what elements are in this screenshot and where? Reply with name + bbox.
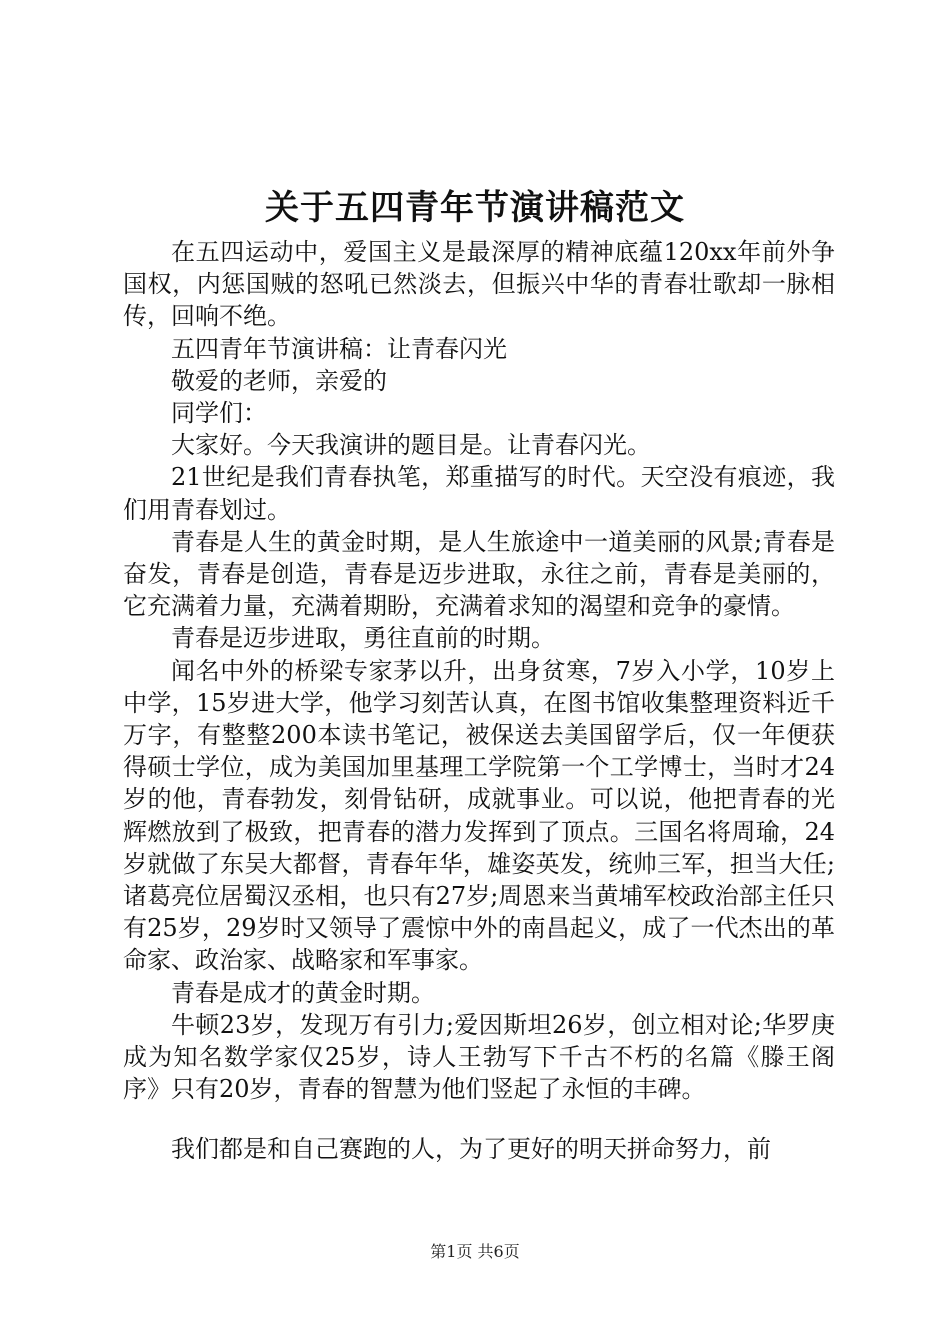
document-body	[123, 236, 835, 1166]
document-title: 关于五四青年节演讲稿范文	[265, 188, 685, 228]
paragraph: 青春是成才的黄金时期。	[171, 978, 435, 1007]
paragraph: 同学们：	[171, 399, 267, 428]
page-footer	[0, 1242, 950, 1262]
paragraph: 在五四运动中，爱国主义是最深厚的精神底蕴120xx年前外争国权，内惩国贼的怒吼已然淡去，但振兴中华的青春壮歌却一脉相传，回响不绝。	[123, 238, 835, 331]
paragraph: 大家好。今天我演讲的题目是。让青春闪光。	[171, 431, 651, 460]
paragraph: 五四青年节演讲稿：让青春闪光	[171, 334, 507, 363]
paragraph: 敬爱的老师，亲爱的	[171, 366, 387, 395]
paragraph: 青春是人生的黄金时期，是人生旅途中一道美丽的风景;青春是奋发，青春是创造，青春是迈步进取，永往之前，青春是美丽的，它充满着力量，充满着期盼，充满着求知的渴望和竞争的豪情。	[123, 527, 835, 621]
page-indicator: 第1页 共6页	[430, 1242, 520, 1261]
paragraph: 21世纪是我们青春执笔，郑重描写的时代。天空没有痕迹，我们用青春划过。	[123, 463, 835, 524]
paragraph: 闻名中外的桥梁专家茅以升，出身贫寒，7岁入小学，10岁上中学，15岁进大学，他学习刻苦认真，在图书馆收集整理资料近千万字，有整整200本读书笔记，被保送去美国留学后，仅一年便获得硕士学位，成为美国加里基理工学院第一个工学博士，当时才24岁的他，青春勃发，刻骨钻研，成就事业。可以说，他把青春的光辉燃放到了极致，把青春的潜力发挥到了顶点。三国名将周瑜，24岁就做了东吴大都督，青春年华，雄姿英发，统帅三军，担当大任;诸葛亮位居蜀汉丞相，也只有27岁;周恩来当黄埔军校政治部主任只有25岁，29岁时又领导了震惊中外的南昌起义，成了一代杰出的革命家、政治家、战略家和军事家。	[123, 656, 835, 975]
paragraph: 我们都是和自己赛跑的人，为了更好的明天拼命努力，前	[171, 1135, 771, 1164]
paragraph: 牛顿23岁，发现万有引力;爱因斯坦26岁，创立相对论;华罗庚成为知名数学家仅25岁，诗人王勃写下千古不朽的名篇《滕王阁序》只有20岁，青春的智慧为他们竖起了永恒的丰碑。	[123, 1010, 835, 1104]
paragraph: 青春是迈步进取，勇往直前的时期。	[171, 624, 555, 653]
